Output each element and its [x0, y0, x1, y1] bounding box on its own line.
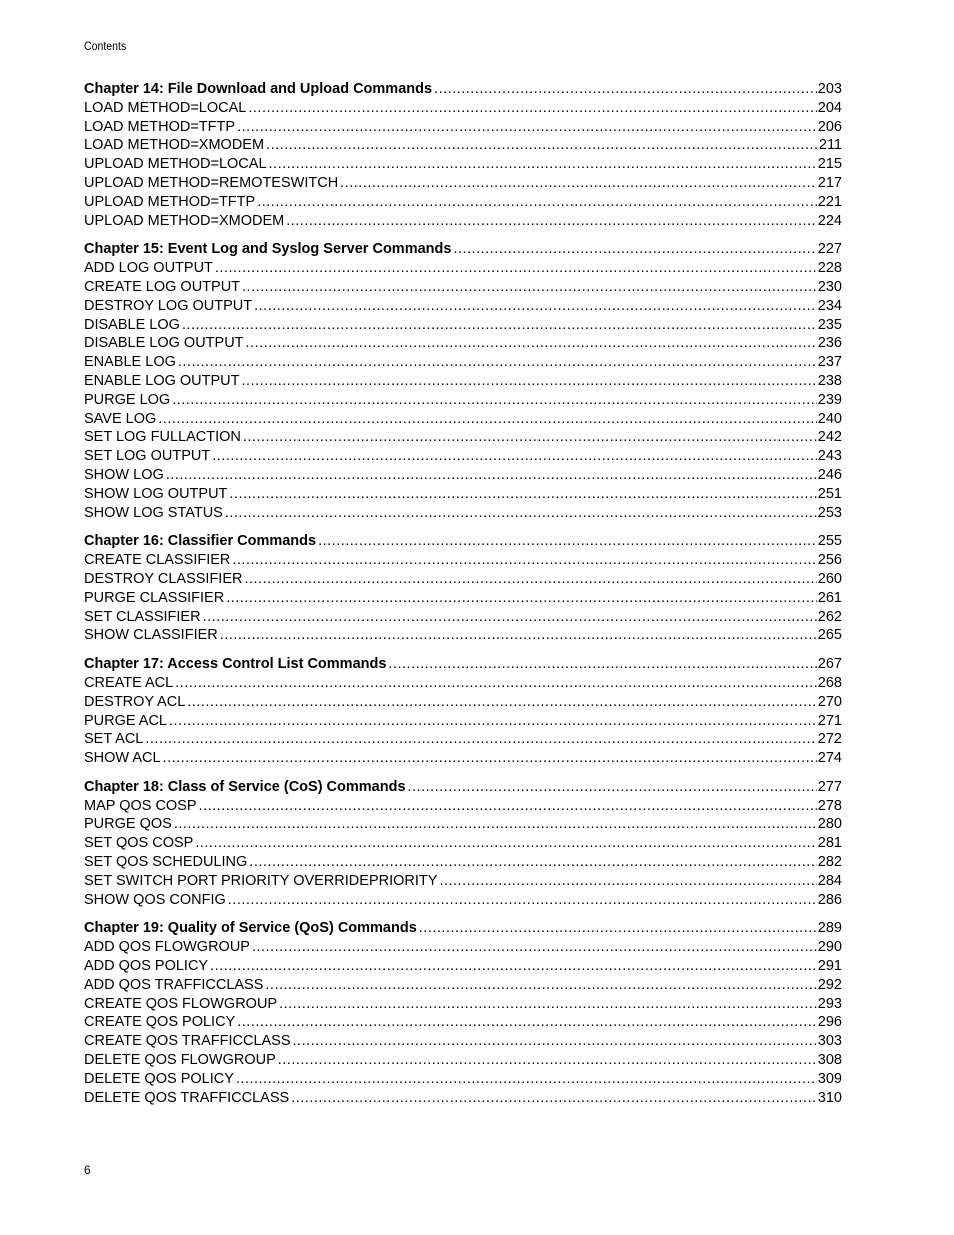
dot-leader	[193, 834, 816, 853]
chapter-title: Chapter 14: File Download and Upload Commands	[84, 81, 433, 97]
page-ref: 217	[817, 174, 842, 191]
entry-label: ADD QOS POLICY	[84, 958, 209, 975]
entry-label: CREATE QOS POLICY	[84, 1014, 236, 1031]
toc-entry[interactable]	[84, 428, 842, 447]
entry-label: SHOW LOG OUTPUT	[84, 485, 228, 502]
toc-entry[interactable]	[84, 447, 842, 466]
dot-leader	[234, 1070, 817, 1089]
toc-entry[interactable]	[84, 626, 842, 645]
dot-leader	[241, 428, 817, 447]
page-ref: 284	[817, 872, 842, 889]
entry-label: SAVE LOG	[84, 410, 157, 427]
dot-leader	[263, 976, 816, 995]
page-ref: 291	[817, 958, 842, 975]
dot-leader	[406, 778, 817, 797]
dot-leader	[210, 447, 817, 466]
toc-entry[interactable]	[84, 259, 842, 278]
entry-label: SET QOS SCHEDULING	[84, 854, 248, 871]
page-ref: 204	[817, 99, 842, 116]
entry-label: CREATE CLASSIFIER	[84, 552, 231, 569]
toc-entry[interactable]	[84, 410, 842, 429]
dot-leader	[161, 749, 817, 768]
toc-entry[interactable]	[84, 1051, 842, 1070]
dot-leader	[226, 891, 817, 910]
page-ref: 256	[817, 552, 842, 569]
chapter-title: Chapter 16: Classifier Commands	[84, 533, 317, 550]
page-ref: 310	[817, 1089, 842, 1106]
entry-label: DELETE QOS POLICY	[84, 1070, 234, 1087]
entry-label: MAP QOS COSP	[84, 797, 197, 814]
page-ref: 255	[817, 533, 842, 550]
toc-entry[interactable]	[84, 1089, 842, 1108]
chapter-title: Chapter 18: Class of Service (CoS) Commands	[84, 778, 406, 795]
page-ref: 221	[817, 193, 842, 210]
toc-entry[interactable]	[84, 1070, 842, 1089]
chapter-block	[84, 240, 842, 522]
entry-label: UPLOAD METHOD=LOCAL	[84, 156, 267, 173]
entry-label: SHOW QOS CONFIG	[84, 891, 226, 908]
dot-leader	[267, 155, 817, 174]
toc-entry[interactable]	[84, 995, 842, 1014]
entry-label: CREATE QOS TRAFFICCLASS	[84, 1033, 291, 1050]
page-ref: 246	[817, 466, 842, 483]
toc-entry[interactable]	[84, 316, 842, 335]
entry-label: DESTROY ACL	[84, 693, 186, 710]
toc-entry[interactable]	[84, 589, 842, 608]
chapter-title: Chapter 15: Event Log and Syslog Server Commands	[84, 241, 452, 258]
page-ref: 272	[817, 731, 842, 748]
entry-label: UPLOAD METHOD=REMOTESWITCH	[84, 174, 339, 191]
page-ref: 303	[817, 1033, 842, 1050]
dot-leader	[185, 693, 817, 712]
entry-label: PURGE LOG	[84, 391, 171, 408]
page-ref: 296	[817, 1014, 842, 1031]
toc-entry[interactable]	[84, 118, 842, 137]
chapter-block	[84, 778, 842, 910]
toc-entry[interactable]	[84, 674, 842, 693]
dot-leader	[252, 297, 817, 316]
dot-leader	[432, 80, 817, 99]
page-ref: 228	[817, 260, 842, 277]
toc-entry[interactable]	[84, 297, 842, 316]
toc-entry[interactable]	[84, 693, 842, 712]
dot-leader	[235, 118, 817, 137]
toc-entry[interactable]	[84, 1013, 842, 1032]
toc-entry[interactable]	[84, 976, 842, 995]
page-ref: 293	[817, 995, 842, 1012]
entry-label: ADD QOS FLOWGROUP	[84, 939, 250, 956]
entry-label: UPLOAD METHOD=XMODEM	[84, 212, 285, 229]
page-ref: 270	[817, 693, 842, 710]
chapter-heading[interactable]	[84, 80, 842, 99]
entry-label: SHOW ACL	[84, 750, 161, 767]
dot-leader	[213, 259, 817, 278]
entry-label: DELETE QOS FLOWGROUP	[84, 1052, 276, 1069]
page-ref: 234	[817, 297, 842, 314]
entry-label: SHOW CLASSIFIER	[84, 627, 218, 644]
page-ref: 262	[817, 608, 842, 625]
chapter-title: Chapter 19: Quality of Service (QoS) Commands	[84, 920, 417, 937]
entry-label: PURGE ACL	[84, 712, 167, 729]
toc-entry[interactable]	[84, 193, 842, 212]
page-ref: 206	[817, 118, 842, 135]
toc-entry[interactable]	[84, 891, 842, 910]
toc-entry[interactable]	[84, 551, 842, 570]
entry-label: SET CLASSIFIER	[84, 608, 201, 625]
entry-label: DESTROY LOG OUTPUT	[84, 297, 253, 314]
entry-label: SHOW LOG	[84, 466, 164, 483]
page-ref: 239	[817, 391, 842, 408]
page-ref: 238	[817, 372, 842, 389]
toc-entry[interactable]	[84, 136, 842, 155]
toc-entry[interactable]	[84, 730, 842, 749]
page-ref: 203	[817, 81, 842, 97]
dot-leader	[143, 730, 816, 749]
dot-leader	[235, 1013, 817, 1032]
entry-label: DISABLE LOG	[84, 316, 180, 333]
entry-label: ADD QOS TRAFFICCLASS	[84, 976, 264, 993]
dot-leader	[255, 193, 817, 212]
toc-entry[interactable]	[84, 872, 842, 891]
page-ref: 237	[817, 354, 842, 371]
page-ref: 236	[817, 335, 842, 352]
dot-leader	[240, 372, 817, 391]
dot-leader	[284, 212, 817, 231]
toc-entry[interactable]	[84, 712, 842, 731]
entry-label: ADD LOG OUTPUT	[84, 260, 213, 277]
entry-label: LOAD METHOD=XMODEM	[84, 137, 265, 154]
page-ref: 308	[817, 1052, 842, 1069]
page-ref: 227	[817, 241, 842, 258]
page-ref: 267	[817, 656, 842, 673]
page-ref: 280	[817, 816, 842, 833]
entry-label: SET SWITCH PORT PRIORITY OVERRIDEPRIORITY	[84, 872, 438, 889]
entry-label: CREATE ACL	[84, 674, 174, 691]
page-ref: 282	[817, 854, 842, 871]
dot-leader	[242, 570, 816, 589]
chapter-heading[interactable]	[84, 532, 842, 551]
entry-label: UPLOAD METHOD=TFTP	[84, 193, 256, 210]
toc-entry[interactable]	[84, 334, 842, 353]
dot-leader	[338, 174, 817, 193]
entry-label: LOAD METHOD=TFTP	[84, 118, 236, 135]
page-ref: 235	[817, 316, 842, 333]
dot-leader	[164, 466, 817, 485]
toc-entry[interactable]	[84, 749, 842, 768]
page-ref: 289	[817, 920, 842, 937]
dot-leader	[208, 957, 817, 976]
page-number: 6	[84, 1163, 91, 1177]
dot-leader	[244, 334, 817, 353]
entry-label: SET QOS COSP	[84, 835, 194, 852]
entry-label: ENABLE LOG OUTPUT	[84, 372, 240, 389]
dot-leader	[218, 626, 817, 645]
chapter-block	[84, 655, 842, 768]
toc-entry[interactable]	[84, 353, 842, 372]
page-ref: 290	[817, 939, 842, 956]
page-ref: 224	[817, 212, 842, 229]
dot-leader	[276, 1051, 817, 1070]
entry-label: SET LOG OUTPUT	[84, 448, 211, 465]
page-ref: 253	[817, 504, 842, 521]
dot-leader	[240, 278, 817, 297]
entry-label: SET LOG FULLACTION	[84, 429, 241, 446]
entry-label: SHOW LOG STATUS	[84, 504, 223, 521]
toc-entry[interactable]	[84, 174, 842, 193]
dot-leader	[316, 532, 817, 551]
dot-leader	[180, 316, 817, 335]
toc-entry[interactable]	[84, 815, 842, 834]
toc-entry[interactable]	[84, 99, 842, 118]
dot-leader	[197, 797, 817, 816]
entry-label: SET ACL	[84, 731, 144, 748]
chapter-title: Chapter 17: Access Control List Commands	[84, 656, 387, 673]
page-ref: 242	[817, 429, 842, 446]
dot-leader	[172, 815, 817, 834]
page-ref: 292	[817, 976, 842, 993]
dot-leader	[264, 136, 818, 155]
dot-leader	[156, 410, 817, 429]
entry-label: PURGE QOS	[84, 816, 172, 833]
page-ref: 230	[817, 278, 842, 295]
chapter-block	[84, 80, 842, 230]
entry-label: PURGE CLASSIFIER	[84, 589, 225, 606]
chapter-block	[84, 532, 842, 645]
toc-entry[interactable]	[84, 938, 842, 957]
chapter-heading[interactable]	[84, 240, 842, 259]
page-ref: 286	[817, 891, 842, 908]
page-ref: 277	[817, 778, 842, 795]
toc-entry[interactable]	[84, 853, 842, 872]
page-ref: 243	[817, 448, 842, 465]
entry-label: DISABLE LOG OUTPUT	[84, 335, 244, 352]
toc-entry[interactable]	[84, 372, 842, 391]
page-ref: 260	[817, 570, 842, 587]
page-ref: 265	[817, 627, 842, 644]
dot-leader	[451, 240, 816, 259]
dot-leader	[291, 1032, 817, 1051]
page-ref: 281	[817, 835, 842, 852]
page-ref: 211	[818, 137, 842, 154]
page-ref: 215	[817, 156, 842, 173]
running-header: Contents	[84, 39, 127, 53]
toc-entry[interactable]	[84, 485, 842, 504]
entry-label: CREATE QOS FLOWGROUP	[84, 995, 278, 1012]
entry-label: LOAD METHOD=LOCAL	[84, 99, 247, 116]
page-ref: 309	[817, 1070, 842, 1087]
page-ref: 251	[817, 485, 842, 502]
dot-leader	[230, 551, 816, 570]
entry-label: DELETE QOS TRAFFICCLASS	[84, 1089, 290, 1106]
page-ref: 278	[817, 797, 842, 814]
dot-leader	[289, 1089, 817, 1108]
dot-leader	[173, 674, 817, 693]
toc-entry[interactable]	[84, 155, 842, 174]
page-ref: 240	[817, 410, 842, 427]
dot-leader	[167, 712, 817, 731]
dot-leader	[201, 608, 817, 627]
dot-leader	[170, 391, 817, 410]
dot-leader	[386, 655, 816, 674]
toc-entry[interactable]	[84, 957, 842, 976]
table-of-contents	[84, 80, 842, 1117]
toc-entry[interactable]	[84, 834, 842, 853]
dot-leader	[176, 353, 817, 372]
toc-entry[interactable]	[84, 391, 842, 410]
dot-leader	[224, 589, 817, 608]
toc-entry[interactable]	[84, 608, 842, 627]
dot-leader	[227, 485, 816, 504]
dot-leader	[417, 919, 817, 938]
entry-label: CREATE LOG OUTPUT	[84, 278, 241, 295]
dot-leader	[247, 853, 817, 872]
dot-leader	[250, 938, 817, 957]
entry-label: ENABLE LOG	[84, 354, 176, 371]
toc-entry[interactable]	[84, 466, 842, 485]
page-ref: 274	[817, 750, 842, 767]
toc-entry[interactable]	[84, 797, 842, 816]
entry-label: DESTROY CLASSIFIER	[84, 570, 243, 587]
toc-entry[interactable]	[84, 504, 842, 523]
dot-leader	[437, 872, 816, 891]
chapter-block	[84, 919, 842, 1107]
page-ref: 268	[817, 674, 842, 691]
toc-entry[interactable]	[84, 278, 842, 297]
chapter-heading[interactable]	[84, 919, 842, 938]
dot-leader	[246, 99, 816, 118]
dot-leader	[277, 995, 817, 1014]
page-ref: 261	[817, 589, 842, 606]
chapter-heading[interactable]	[84, 778, 842, 797]
chapter-heading[interactable]	[84, 655, 842, 674]
dot-leader	[223, 504, 817, 523]
toc-entry[interactable]	[84, 212, 842, 231]
page-ref: 271	[817, 712, 842, 729]
toc-entry[interactable]	[84, 1032, 842, 1051]
toc-entry[interactable]	[84, 570, 842, 589]
